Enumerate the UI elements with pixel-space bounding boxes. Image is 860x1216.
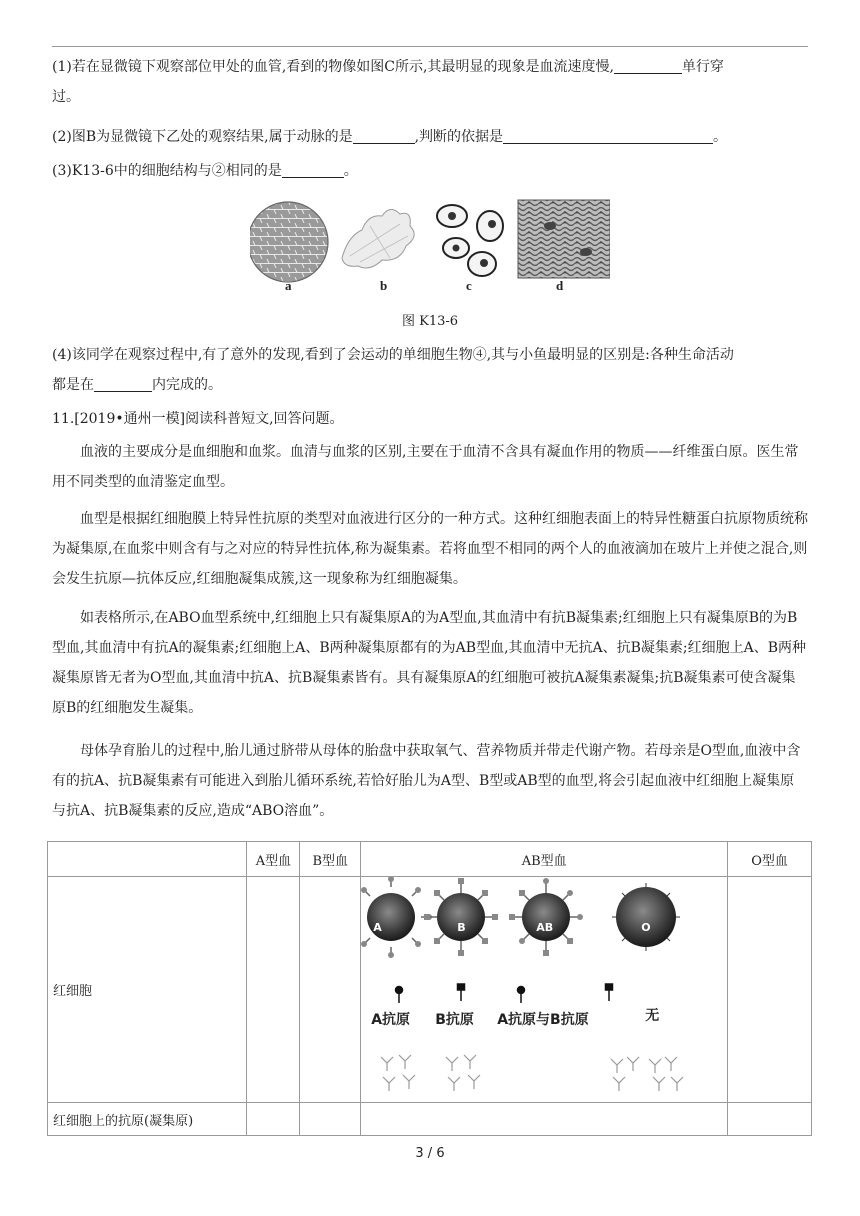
antibody-cluster-icon (381, 1055, 683, 1091)
figure-label-a: a (285, 278, 292, 293)
table-cell-illustration (361, 877, 728, 1103)
rbc-b-label: B (457, 921, 466, 934)
paragraph-4: 母体孕育胎儿的过程中,胎儿通过脐带从母体的胎盘中获取氧气、营养物质并带走代谢产物。若母亲是O型血,血液中含有的抗A、抗B凝集素有可能进入到胎儿循环系统,若恰好胎儿为A型、B型或AB型的血型,将会引起血液中红细胞上凝集原与抗A、抗B凝集素的反应,造成“ABO溶血”。 (52, 743, 801, 819)
table-cell[interactable] (728, 1103, 812, 1136)
antigen-a-pin-icon (396, 987, 403, 1004)
cell-image-c (437, 205, 503, 276)
answer-blank-1[interactable] (614, 57, 682, 74)
answer-blank-3[interactable] (282, 161, 344, 178)
antigen-b-label: B抗原 (435, 1012, 474, 1028)
antigen-none-label: 无 (645, 1008, 660, 1024)
table-row (48, 877, 812, 1103)
paragraph-1: 血液的主要成分是血细胞和血浆。血清与血浆的区别,主要在于血清不含具有凝血作用的物质——纤维蛋白原。医生常用不同类型的血清鉴定血型。 (52, 444, 799, 490)
answer-blank-4[interactable] (94, 375, 152, 392)
table-cell (728, 877, 812, 1103)
rbc-o-label: O (641, 921, 651, 934)
table-header-cell (48, 842, 247, 877)
rbc-b-icon (424, 878, 498, 956)
cell-image-d (518, 200, 610, 278)
table-header-row (48, 842, 812, 877)
rbc-a-label: A (373, 921, 382, 934)
antigen-a-label: A抗原 (371, 1012, 411, 1028)
table-cell[interactable] (247, 1103, 300, 1136)
figure-label-d: d (556, 278, 564, 293)
abo-blood-type-table (47, 841, 812, 1136)
table-cell[interactable] (300, 1103, 361, 1136)
paragraph-2: 血型是根据红细胞膜上特异性抗原的类型对血液进行区分的一种方式。这种红细胞表面上的特异性糖蛋白抗原物质统称为凝集原,在血浆中则含有与之对应的特异性抗体,称为凝集素。若将血型不相同的两个人的血液滴加在玻片上并使之混合,则会发生抗原—抗体反应,红细胞凝集成簇,这一现象称为红细胞凝集。 (52, 511, 808, 587)
antigen-ab-pin-icon (518, 984, 613, 1003)
question-3: (3)K13-6中的细胞结构与②相同的是 。 (52, 163, 358, 179)
rbc-a-icon (361, 877, 432, 958)
table-header-cell: A型血 (247, 842, 300, 877)
row-label-rbc: 红细胞 (48, 877, 247, 1103)
cell-image-a (250, 202, 328, 282)
rbc-ab-icon (509, 878, 583, 956)
antigen-ab-label: A抗原与B抗原 (497, 1012, 589, 1028)
figure-caption: 图 K13-6 (401, 314, 459, 329)
table-header-cell: AB型血 (361, 842, 728, 877)
row-label-antigen: 红细胞上的抗原(凝集原) (48, 1103, 247, 1136)
antigen-b-pin-icon (458, 984, 465, 1001)
cell-image-b (342, 209, 414, 268)
page-number: 3 / 6 (415, 1146, 445, 1161)
table-cell[interactable] (361, 1103, 728, 1136)
figure-label-c: c (466, 278, 472, 293)
rbc-ab-label: AB (536, 921, 554, 934)
question-1: (1)若在显微镜下观察部位甲处的血管,看到的物像如图C所示,其最明显的现象是血流速度慢, 单行穿 过。 (52, 59, 724, 105)
rbc-illustration (361, 877, 717, 1102)
header-rule (52, 46, 808, 47)
table-cell (300, 877, 361, 1103)
paragraph-3: 如表格所示,在ABO血型系统中,红细胞上只有凝集原A的为A型血,其血清中有抗B凝集素;红细胞上只有凝集原B的为B型血,其血清中有抗A的凝集素;红细胞上A、B两种凝集原都有的为AB型血,其血清中无抗A、抗B凝集素;红细胞上A、B两种凝集原皆无者为O型血,其血清中抗A、抗B凝集素皆有。具有凝集原A的红细胞可被抗A凝集素凝集;抗B凝集素可使含凝集原B的红细胞发生凝集。 (52, 610, 807, 716)
table-header-cell: B型血 (300, 842, 361, 877)
question-11-heading: 11.[2019•通州一模]阅读科普短文,回答问题。 (52, 411, 344, 427)
rbc-o-icon (612, 883, 680, 951)
table-header-cell: O型血 (728, 842, 812, 877)
table-row (48, 1103, 812, 1136)
answer-blank-2a[interactable] (353, 127, 415, 144)
answer-blank-2b[interactable] (503, 127, 713, 144)
figure-label-b: b (380, 278, 388, 293)
question-4: (4)该同学在观察过程中,有了意外的发现,看到了会运动的单细胞生物④,其与小鱼最明显的区别是:各种生命活动 都是在 内完成的。 (52, 347, 734, 393)
question-2: (2)图B为显微镜下乙处的观察结果,属于动脉的是 ,判断的依据是 。 (52, 129, 728, 145)
table-cell (247, 877, 300, 1103)
